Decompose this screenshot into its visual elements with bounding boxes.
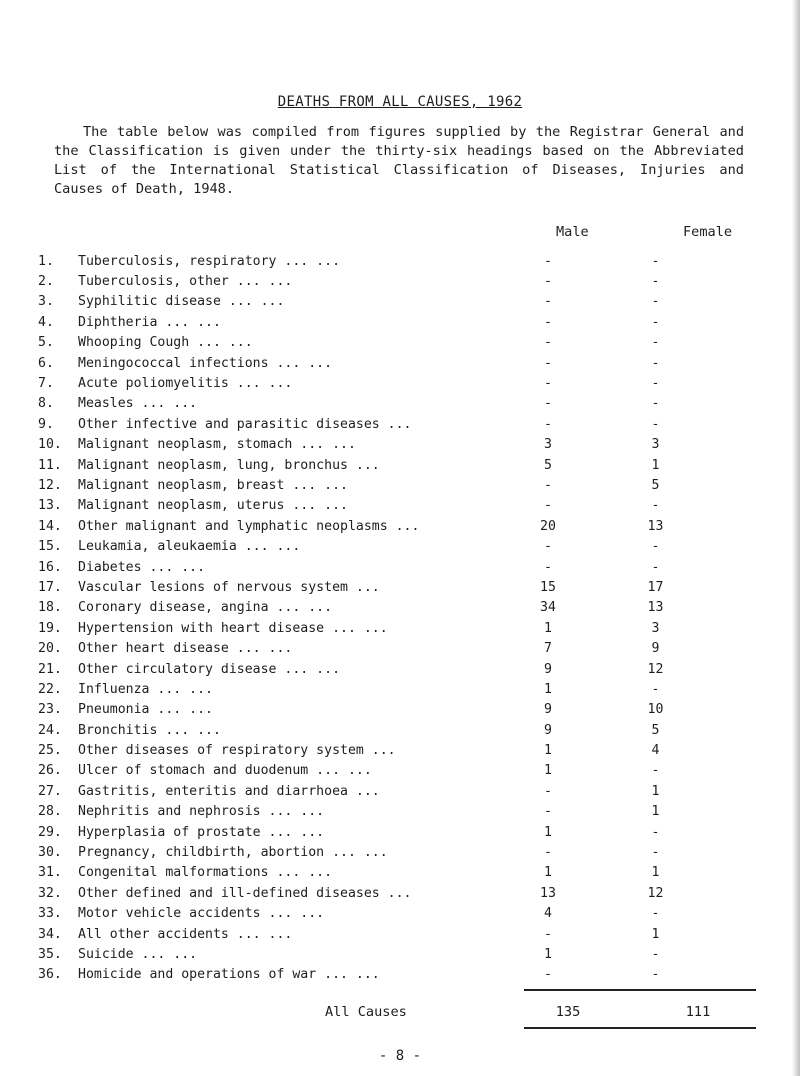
row-number: 22. <box>38 681 62 697</box>
row-number: 20. <box>38 641 62 657</box>
cause-name: Coronary disease, angina ... ... <box>78 600 333 616</box>
cause-name: Tuberculosis, other ... ... <box>78 274 293 290</box>
row-number: 5. <box>38 335 54 351</box>
male-count: - <box>544 926 552 942</box>
male-count: - <box>544 477 552 493</box>
table-row <box>38 822 718 842</box>
female-count: - <box>651 274 660 290</box>
row-number: 17. <box>38 579 62 595</box>
table-row <box>38 700 718 720</box>
cause-name: Other circulatory disease ... ... <box>78 661 341 677</box>
male-count: 13 <box>540 885 556 901</box>
cause-name: Nephritis and nephrosis ... ... <box>78 804 325 820</box>
table-row <box>38 312 718 332</box>
intro-paragraph: The table below was compiled from figures supplied by the Registrar General and the Classification is given under the thirty-six headings based on the Abbreviated List of the International Statistical Classification of Diseases, Injuries and Causes of Death, 1948. <box>54 124 744 197</box>
male-count: - <box>544 845 552 861</box>
male-count: 1 <box>544 743 552 759</box>
male-count: 1 <box>544 946 552 962</box>
table-row <box>38 557 718 577</box>
female-count: 5 <box>651 477 660 493</box>
female-count: 4 <box>651 743 660 759</box>
row-number: 21. <box>38 661 62 677</box>
row-number: 25. <box>38 743 62 759</box>
causes-table <box>38 251 718 985</box>
table-row <box>38 965 718 985</box>
row-number: 36. <box>38 967 62 983</box>
male-count: 1 <box>544 620 552 636</box>
table-row <box>38 679 718 699</box>
table-row <box>38 659 718 679</box>
table-row <box>38 638 718 658</box>
female-count: 10 <box>647 702 664 718</box>
cause-name: All other accidents ... ... <box>78 926 293 942</box>
cause-name: Bronchitis ... ... <box>78 722 221 738</box>
row-number: 6. <box>38 355 54 371</box>
female-count: 12 <box>647 661 664 677</box>
cause-name: Pneumonia ... ... <box>78 702 213 718</box>
table-row <box>38 924 718 944</box>
male-count: - <box>544 539 552 555</box>
female-count: - <box>651 294 660 310</box>
cause-name: Tuberculosis, respiratory ... ... <box>78 253 341 269</box>
male-count: 9 <box>544 702 552 718</box>
table-row <box>38 271 718 291</box>
cause-name: Other diseases of respiratory system ... <box>78 743 396 759</box>
female-count: 1 <box>651 865 660 881</box>
row-number: 9. <box>38 416 54 432</box>
row-number: 31. <box>38 865 62 881</box>
female-count: - <box>651 539 660 555</box>
female-count: - <box>651 253 660 269</box>
row-number: 14. <box>38 518 62 534</box>
row-number: 13. <box>38 498 62 514</box>
female-count: - <box>651 335 660 351</box>
cause-name: Influenza ... ... <box>78 681 213 697</box>
male-count: - <box>544 498 552 514</box>
male-count: - <box>544 783 552 799</box>
female-count: - <box>651 946 660 962</box>
page-title: DEATHS FROM ALL CAUSES, 1962 <box>277 94 523 110</box>
page-number: - 8 - <box>378 1048 422 1064</box>
table-row <box>38 373 718 393</box>
cause-name: Suicide ... ... <box>78 946 198 962</box>
row-number: 28. <box>38 804 62 820</box>
table-row <box>38 292 718 312</box>
row-number: 4. <box>38 314 54 330</box>
male-count: - <box>544 376 552 392</box>
column-header-female: Female <box>683 224 733 240</box>
male-count: 3 <box>544 437 552 453</box>
table-row <box>38 740 718 760</box>
female-count: - <box>651 396 660 412</box>
row-number: 26. <box>38 763 62 779</box>
male-count: 1 <box>544 865 552 881</box>
table-row <box>38 598 718 618</box>
row-number: 19. <box>38 620 62 636</box>
cause-name: Malignant neoplasm, lung, bronchus ... <box>78 457 380 473</box>
female-count: - <box>651 559 660 575</box>
female-count: - <box>651 355 660 371</box>
total-rule-bottom <box>524 1027 756 1029</box>
table-row <box>38 577 718 597</box>
male-count: - <box>544 335 552 351</box>
cause-name: Gastritis, enteritis and diarrhoea ... <box>78 783 380 799</box>
female-count: - <box>651 376 660 392</box>
row-number: 2. <box>38 274 54 290</box>
female-count: 1 <box>651 783 660 799</box>
male-count: - <box>544 314 552 330</box>
row-number: 33. <box>38 906 62 922</box>
male-count: - <box>544 416 552 432</box>
table-row <box>38 944 718 964</box>
male-count: 5 <box>544 457 552 473</box>
total-male: 135 <box>555 1004 581 1020</box>
table-row <box>38 863 718 883</box>
male-count: - <box>544 355 552 371</box>
row-number: 35. <box>38 946 62 962</box>
cause-name: Malignant neoplasm, breast ... ... <box>78 477 348 493</box>
row-number: 11. <box>38 457 62 473</box>
table-row <box>38 516 718 536</box>
female-count: - <box>651 906 660 922</box>
cause-name: Pregnancy, childbirth, abortion ... ... <box>78 845 388 861</box>
row-number: 34. <box>38 926 62 942</box>
female-count: - <box>651 498 660 514</box>
row-number: 7. <box>38 376 54 392</box>
table-row <box>38 435 718 455</box>
row-number: 1. <box>38 253 54 269</box>
cause-name: Other infective and parasitic diseases ... <box>78 416 412 432</box>
table-row <box>38 536 718 556</box>
table-row <box>38 802 718 822</box>
table-row <box>38 353 718 373</box>
table-row <box>38 842 718 862</box>
column-header-male: Male <box>556 224 589 240</box>
cause-name: Motor vehicle accidents ... ... <box>78 906 325 922</box>
female-count: 1 <box>651 926 660 942</box>
cause-name: Vascular lesions of nervous system ... <box>78 579 380 595</box>
female-count: 13 <box>647 600 664 616</box>
female-count: - <box>651 314 660 330</box>
male-count: 9 <box>544 722 552 738</box>
table-row <box>38 475 718 495</box>
row-number: 27. <box>38 783 62 799</box>
row-number: 12. <box>38 477 62 493</box>
female-count: 3 <box>651 620 660 636</box>
cause-name: Hypertension with heart disease ... ... <box>78 620 388 636</box>
cause-name: Ulcer of stomach and duodenum ... ... <box>78 763 372 779</box>
cause-name: Diabetes ... ... <box>78 559 206 575</box>
table-row <box>38 618 718 638</box>
cause-name: Hyperplasia of prostate ... ... <box>78 824 325 840</box>
male-count: 20 <box>540 518 556 534</box>
male-count: 1 <box>544 763 552 779</box>
row-number: 18. <box>38 600 62 616</box>
cause-name: Congenital malformations ... ... <box>78 865 333 881</box>
cause-name: Syphilitic disease ... ... <box>78 294 285 310</box>
row-number: 30. <box>38 845 62 861</box>
row-number: 10. <box>38 437 62 453</box>
male-count: - <box>544 559 552 575</box>
table-row <box>38 251 718 271</box>
cause-name: Acute poliomyelitis ... ... <box>78 376 293 392</box>
female-count: - <box>651 967 660 983</box>
table-row <box>38 394 718 414</box>
row-number: 15. <box>38 539 62 555</box>
male-count: 7 <box>544 641 552 657</box>
row-number: 23. <box>38 702 62 718</box>
table-row <box>38 781 718 801</box>
cause-name: Malignant neoplasm, stomach ... ... <box>78 437 356 453</box>
table-row <box>38 883 718 903</box>
row-number: 24. <box>38 722 62 738</box>
female-count: - <box>651 824 660 840</box>
female-count: 17 <box>647 579 664 595</box>
row-number: 16. <box>38 559 62 575</box>
cause-name: Other defined and ill-defined diseases ... <box>78 885 412 901</box>
cause-name: Whooping Cough ... ... <box>78 335 253 351</box>
table-row <box>38 761 718 781</box>
female-count: 13 <box>647 518 664 534</box>
page-edge-shadow <box>792 0 800 1076</box>
cause-name: Malignant neoplasm, uterus ... ... <box>78 498 348 514</box>
table-row <box>38 414 718 434</box>
female-count: 1 <box>651 457 660 473</box>
male-count: 1 <box>544 824 552 840</box>
male-count: - <box>544 967 552 983</box>
row-number: 8. <box>38 396 54 412</box>
row-number: 29. <box>38 824 62 840</box>
male-count: 15 <box>540 579 556 595</box>
cause-name: Other heart disease ... ... <box>78 641 293 657</box>
female-count: 3 <box>651 437 660 453</box>
male-count: - <box>544 274 552 290</box>
cause-name: Other malignant and lymphatic neoplasms ... <box>78 518 420 534</box>
female-count: - <box>651 845 660 861</box>
cause-name: Measles ... ... <box>78 396 198 412</box>
total-label: All Causes <box>325 1004 407 1020</box>
female-count: - <box>651 416 660 432</box>
table-row <box>38 496 718 516</box>
male-count: - <box>544 804 552 820</box>
row-number: 3. <box>38 294 54 310</box>
female-count: 5 <box>651 722 660 738</box>
female-count: 9 <box>651 641 660 657</box>
male-count: 34 <box>540 600 556 616</box>
male-count: - <box>544 253 552 269</box>
female-count: 12 <box>647 885 664 901</box>
male-count: - <box>544 396 552 412</box>
total-rule-top <box>524 989 756 991</box>
cause-name: Diphtheria ... ... <box>78 314 221 330</box>
male-count: 1 <box>544 681 552 697</box>
female-count: 1 <box>651 804 660 820</box>
total-female: 111 <box>685 1004 711 1020</box>
cause-name: Homicide and operations of war ... ... <box>78 967 380 983</box>
female-count: - <box>651 763 660 779</box>
table-row <box>38 455 718 475</box>
cause-name: Meningococcal infections ... ... <box>78 355 333 371</box>
male-count: - <box>544 294 552 310</box>
table-row <box>38 904 718 924</box>
table-row <box>38 720 718 740</box>
male-count: 4 <box>544 906 552 922</box>
female-count: - <box>651 681 660 697</box>
cause-name: Leukamia, aleukaemia ... ... <box>78 539 301 555</box>
table-row <box>38 333 718 353</box>
row-number: 32. <box>38 885 62 901</box>
male-count: 9 <box>544 661 552 677</box>
